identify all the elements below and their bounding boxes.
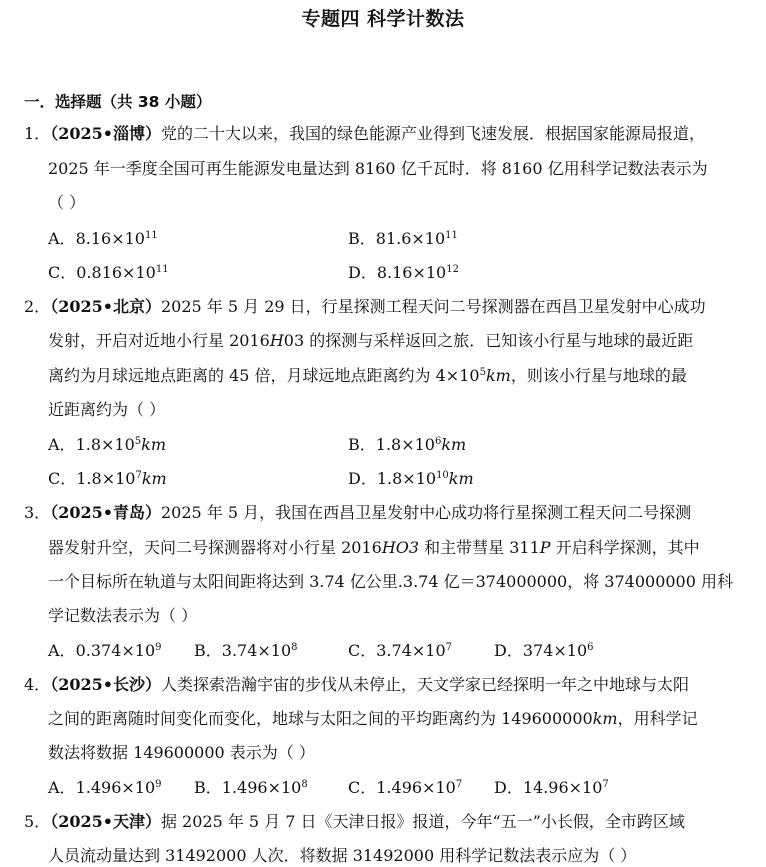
option-c: C．$1.496\times 10^7$ [348, 778, 463, 797]
option-d: D．$8.16\times 10^{12}$ [348, 263, 459, 282]
question-4-line-2: 之间的距离随时间变化而变化，地球与太阳之间的平均距离约为 149600000km，用科学记 [48, 709, 698, 728]
question-2-line-3: 离约为月球远地点距离的 45 倍，月球远地点距离约为 $4\times 10^5km$，则该小行星与地球的最 [48, 366, 687, 385]
question-1-line-1: 1．（2025•淄博）党的二十大以来，我国的绿色能源产业得到飞速发展．根据国家能源局报道， [24, 124, 705, 143]
question-4-line-3: 数法将数据 149600000 表示为（ ） [48, 743, 315, 762]
page-title: 专题四 科学计数法 [301, 8, 465, 30]
question-number: 2． [24, 297, 51, 316]
option-d: D．$1.8\times 10^{10}km$ [348, 469, 474, 488]
question-3-line-2: 器发射升空，天问二号探测器将对小行星 2016HO3 和主带彗星 311P 开启科学探测，其中 [48, 538, 700, 557]
question-2-line-4: 近距离约为（ ） [48, 400, 166, 419]
question-source: （2025•北京） [50, 297, 161, 316]
option-c: C．$3.74\times 10^7$ [348, 641, 453, 660]
section-heading: 一．选择题（共 38 小题） [24, 93, 212, 111]
question-source: （2025•长沙） [50, 675, 161, 694]
question-number: 3． [24, 503, 51, 522]
option-a: A．$1.496\times 10^9$ [48, 778, 162, 797]
option-a: A．$1.8\times 10^5km$ [48, 435, 167, 454]
option-d: D．$374\times 10^6$ [494, 641, 594, 660]
option-d: D．$14.96\times 10^7$ [494, 778, 609, 797]
question-number: 1． [24, 124, 51, 143]
option-a: A．$0.374\times 10^9$ [48, 641, 162, 660]
question-3-line-4: 学记数法表示为（ ） [48, 606, 198, 625]
question-number: 4． [24, 675, 51, 694]
question-1-line-3: （ ） [48, 193, 86, 212]
question-3-line-1: 3．（2025•青岛）2025 年 5 月，我国在西昌卫星发射中心成功将行星探测工程天问二号探测 [24, 503, 692, 522]
question-number: 5． [24, 812, 51, 831]
question-2-line-1: 2．（2025•北京）2025 年 5 月 29 日，行星探测工程天问二号探测器在西昌卫星发射中心成功 [24, 297, 706, 316]
option-b: B．$3.74\times 10^8$ [194, 641, 298, 660]
option-c: C．$0.816\times 10^{11}$ [48, 263, 169, 282]
question-source: （2025•青岛） [50, 503, 161, 522]
question-5-line-1: 5．（2025•天津）据 2025 年 5 月 7 日《天津日报》报道，今年“五一”小长假，全市跨区域 [24, 812, 685, 831]
question-3-line-3: 一个目标所在轨道与太阳间距将达到 3.74 亿公里.3.74 亿＝374000000，将 374000000 用科 [48, 572, 734, 591]
question-2-line-2: 发射，开启对近地小行星 2016H03 的探测与采样返回之旅．已知该小行星与地球的最近距 [48, 331, 694, 350]
option-b: B．$1.496\times 10^8$ [194, 778, 308, 797]
option-b: B．$1.8\times 10^6km$ [348, 435, 467, 454]
option-b: B．$81.6\times 10^{11}$ [348, 229, 458, 248]
option-a: A．$8.16\times 10^{11}$ [48, 229, 158, 248]
question-4-line-1: 4．（2025•长沙）人类探索浩瀚宇宙的步伐从未停止，天文学家已经探明一年之中地球与太阳 [24, 675, 689, 694]
question-source: （2025•淄博） [50, 124, 161, 143]
question-1-line-2: 2025 年一季度全国可再生能源发电量达到 8160 亿千瓦时．将 8160 亿用科学记数法表示为 [48, 159, 708, 178]
option-c: C．$1.8\times 10^7km$ [48, 469, 167, 488]
question-source: （2025•天津） [50, 812, 161, 831]
question-5-line-2: 人员流动量达到 31492000 人次．将数据 31492000 用科学记数法表示应为（ ） [48, 846, 637, 865]
